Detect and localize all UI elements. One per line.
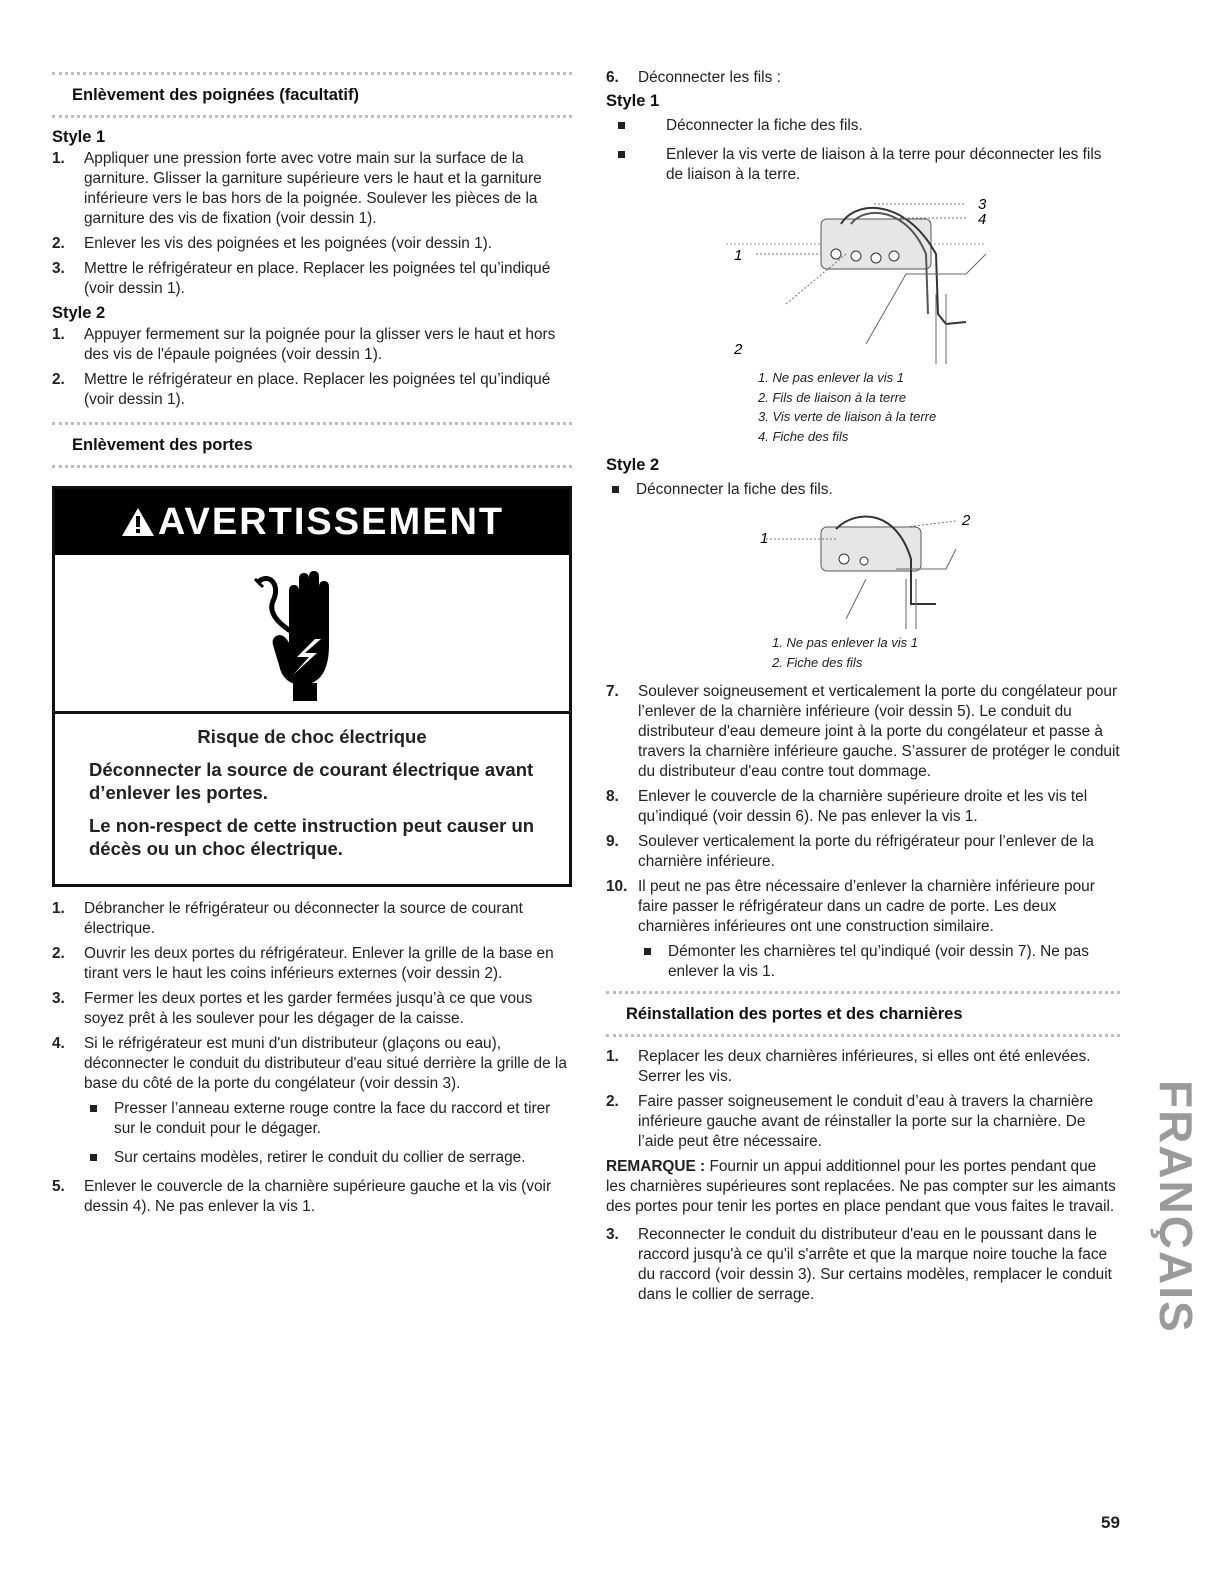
list-item: 1. Appliquer une pression forte avec votre main sur la surface de la garniture. Glisser la garniture supérieure vers le haut et la garniture inférieure vers le bas hors de la poignée. Soulever les pièces de la garniture des vis de fixation (voir dessin 1).: [52, 150, 542, 227]
handles-heading: Enlèvement des poignées (facultatif): [52, 72, 572, 118]
list-item: 2. Enlever les vis des poignées et les poignées (voir dessin 1).: [52, 235, 493, 252]
style1-steps: [52, 149, 572, 299]
reinstall-step3: [606, 1225, 1120, 1305]
wiring-figure-style2: [606, 509, 1120, 629]
style1-wire-bullets: [606, 116, 1120, 185]
reinstall-heading: Réinstallation des portes et des charnières: [606, 991, 1120, 1037]
list-item: 7. Soulever soigneusement et verticalement la porte du congélateur pour l’enlever de la charnière inférieure (voir dessin 5). Le conduit du distributeur d'eau demeure joint à la porte du congélateur et passe à travers la charnière inférieure gauche. S’assurer de protéger le conduit du distributeur d'eau contre tout dommage.: [606, 683, 1120, 780]
warning-box: [52, 486, 572, 887]
callout-2: 2: [734, 341, 743, 358]
style2-wires-heading: Style 2: [606, 456, 660, 474]
bullet-item: Presser l’anneau externe rouge contre la face du raccord et tirer sur le conduit pour le dégager.: [84, 1099, 572, 1139]
warning-triangle-icon: [120, 493, 156, 559]
caption: 2. Fils de liaison à la terre: [758, 389, 907, 405]
caption: 1. Ne pas enlever la vis 1: [758, 370, 904, 385]
warning-line2: Le non-respect de cette instruction peut causer un décès ou un choc électrique.: [89, 815, 535, 859]
list-item: 6. Déconnecter les fils :: [606, 69, 781, 86]
warning-risk: Risque de choc électrique: [197, 726, 427, 747]
step10-bullets: [638, 942, 1120, 982]
door-steps: [52, 899, 572, 1217]
figure2-captions: [606, 633, 1120, 672]
callout-1: 1: [760, 530, 769, 547]
caption: 3. Vis verte de liaison à la terre: [758, 409, 937, 424]
callout-4: 4: [978, 211, 987, 228]
style1-wires-heading: Style 1: [606, 92, 660, 110]
language-side-tab: [1128, 1080, 1202, 1360]
wiring-diagram-1: [606, 194, 1120, 364]
bullet-item: Déconnecter la fiche des fils.: [606, 480, 1120, 500]
style2-steps: [52, 325, 572, 410]
bullet-item: Enlever la vis verte de liaison à la terre pour déconnecter les fils de liaison à la terre.: [606, 145, 1120, 185]
list-item: 8. Enlever le couvercle de la charnière supérieure droite et les vis tel qu’indiqué (voir dessin 6). Ne pas enlever la vis 1.: [606, 788, 1088, 825]
list-item: 1. Replacer les deux charnières inférieures, si elles ont été enlevées. Serrer les vis.: [606, 1048, 1091, 1085]
caption: 1. Ne pas enlever la vis 1: [772, 635, 918, 650]
list-item: 2. Ouvrir les deux portes du réfrigérateur. Enlever la grille de la base en tirant vers le haut les coins inférieurs externes (voir dessin 2).: [52, 945, 554, 982]
callout-3: 3: [978, 196, 987, 213]
bullet-item: Déconnecter la fiche des fils.: [606, 116, 1120, 136]
figure1-captions: [606, 368, 1120, 446]
style2-wire-bullets: [606, 480, 1120, 500]
list-item: 3. Reconnecter le conduit du distributeur d'eau en le poussant dans le raccord jusqu'à ce qu'il s'arrête et que la marque noire touche la face du raccord (voir dessin 3). Sur certains modèles, remplacer le conduit dans le collier de serrage.: [606, 1226, 1112, 1303]
list-item: 9. Soulever verticalement la porte du réfrigérateur pour l’enlever de la charnière inférieure.: [606, 833, 1094, 870]
doors-heading: Enlèvement des portes: [52, 422, 572, 468]
list-item: 4. Si le réfrigérateur est muni d'un distributeur (glaçons ou eau), déconnecter le conduit du distributeur d'eau situé derrière la grille de la base du côté de la porte du congélateur (voir dessin 3). Presser l’anneau externe rouge contre la face du raccord et tirer sur le conduit pour le dégager. Sur certains modèles, retirer le conduit du collier de serrage.: [52, 1034, 572, 1168]
left-column: [52, 64, 572, 1222]
step4-bullets: [84, 1099, 572, 1168]
steps-7-10: [606, 682, 1120, 982]
bullet-item: Démonter les charnières tel qu’indiqué (voir dessin 7). Ne pas enlever la vis 1.: [638, 942, 1120, 982]
list-item: 2. Faire passer soigneusement le conduit d’eau à travers la charnière inférieure gauche avant de réinstaller la porte sur la charnière. De l’aide peut être nécessaire.: [606, 1093, 1094, 1150]
page-number: 59: [1101, 1513, 1120, 1532]
bullet-item: Sur certains modèles, retirer le conduit du collier de serrage.: [84, 1148, 572, 1168]
list-item: 1. Débrancher le réfrigérateur ou déconnecter la source de courant électrique.: [52, 900, 523, 937]
wiring-diagram-2: [606, 509, 1120, 629]
right-column: [606, 68, 1120, 1310]
reinstall-steps: [606, 1047, 1120, 1152]
wiring-figure-style1: [606, 194, 1120, 364]
list-item: 1. Appuyer fermement sur la poignée pour la glisser vers le haut et hors des vis de l'épaule poignées (voir dessin 1).: [52, 326, 556, 363]
side-tab-label: FRANÇAIS: [1150, 1080, 1202, 1334]
style2-heading: Style 2: [52, 304, 106, 322]
callout-2: 2: [962, 512, 971, 529]
electric-shock-icon: [55, 555, 569, 714]
warning-line1: Déconnecter la source de courant électrique avant d’enlever les portes.: [89, 759, 534, 803]
list-item: 5. Enlever le couvercle de la charnière supérieure gauche et la vis (voir dessin 4). Ne pas enlever la vis 1.: [52, 1178, 552, 1215]
warning-body: [55, 714, 569, 884]
step6: [606, 68, 1120, 88]
list-item: 3. Mettre le réfrigérateur en place. Replacer les poignées tel qu’indiqué (voir dessin 1).: [52, 260, 551, 297]
style1-heading: Style 1: [52, 128, 106, 146]
caption: 2. Fiche des fils: [772, 654, 863, 670]
caption: 4. Fiche des fils: [758, 428, 849, 444]
callout-1: 1: [734, 247, 743, 264]
list-item: 3. Fermer les deux portes et les garder fermées jusqu’à ce que vous soyez prêt à les soulever pour les dégager de la caisse.: [52, 990, 533, 1027]
warning-title: AVERTISSEMENT: [55, 489, 569, 555]
list-item: 10. Il peut ne pas être nécessaire d’enlever la charnière inférieure pour faire passer le réfrigérateur dans un cadre de porte. Les deux charnières inférieures ont une construction similaire. Démonter les charnières tel qu’indiqué (voir dessin 7). Ne pas enlever la vis 1.: [606, 877, 1120, 982]
remark: REMARQUE : Fournir un appui additionnel pour les portes pendant que les charnières supérieures sont replacées. Ne pas compter sur les aimants des portes pour tenir les portes en place pendant que vous faites le travail.: [606, 1158, 1116, 1215]
list-item: 2. Mettre le réfrigérateur en place. Replacer les poignées tel qu’indiqué (voir dessin 1).: [52, 371, 551, 408]
